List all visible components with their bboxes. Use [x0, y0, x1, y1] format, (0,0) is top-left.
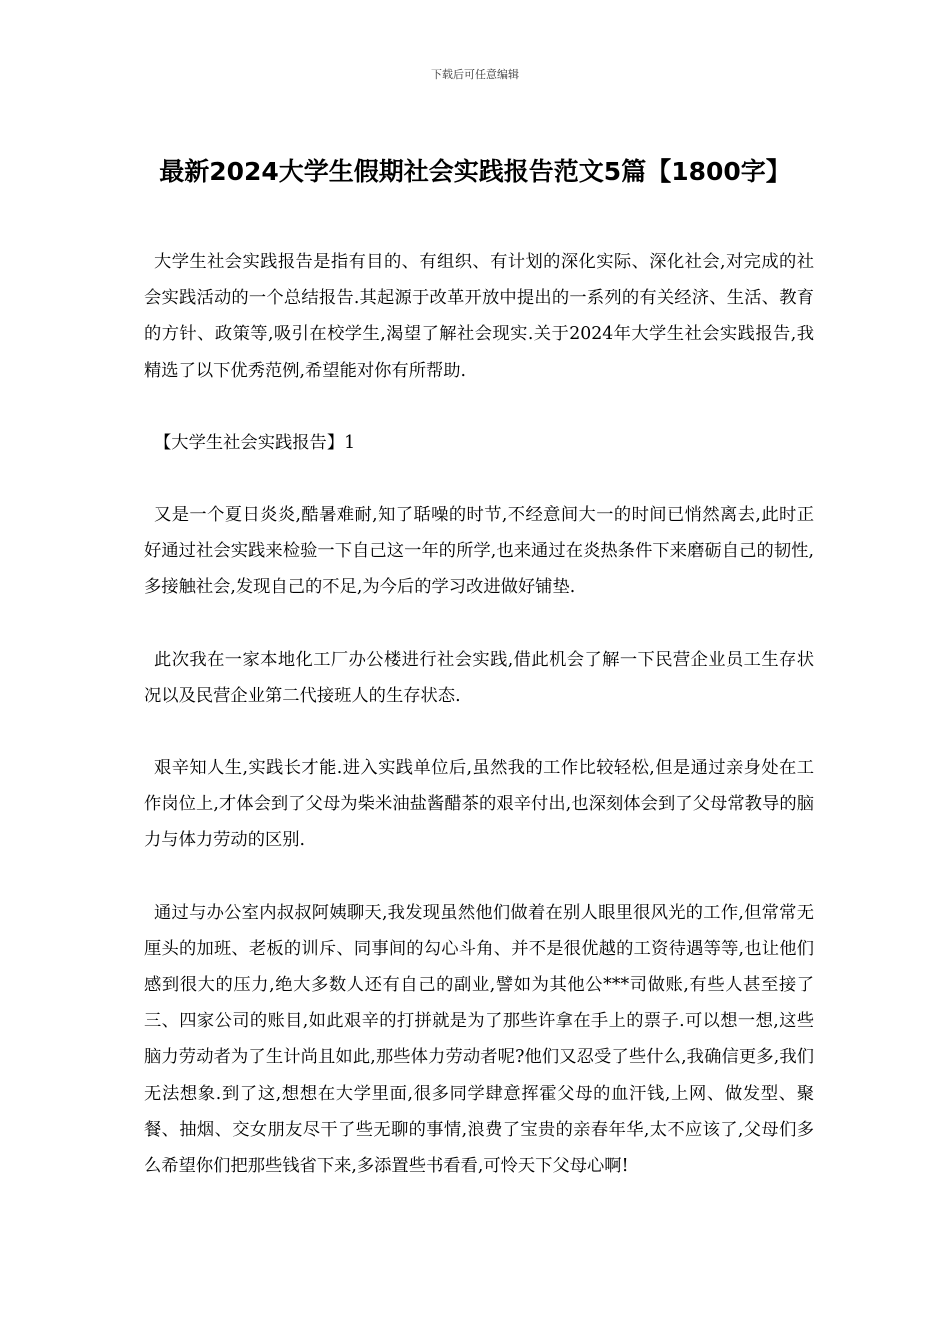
document-body	[144, 244, 814, 1220]
body-paragraph: 艰辛知人生,实践长才能.进入实践单位后,虽然我的工作比较轻松,但是通过亲身处在工作岗位上,才体会到了父母为柴米油盐酱醋茶的艰辛付出,也深刻体会到了父母常教导的脑力与体力劳动的区别.	[144, 758, 814, 851]
header-note: 下载后可任意编辑	[431, 68, 519, 81]
intro-paragraph: 大学生社会实践报告是指有目的、有组织、有计划的深化实际、深化社会,对完成的社会实践活动的一个总结报告.其起源于改革开放中提出的一系列的有关经济、生活、教育的方针、政策等,吸引在校学生,渴望了解社会现实.关于2024年大学生社会实践报告,我精选了以下优秀范例,希望能对你有所帮助.	[144, 252, 814, 381]
body-paragraph: 此次我在一家本地化工厂办公楼进行社会实践,借此机会了解一下民营企业员工生存状况以及民营企业第二代接班人的生存状态.	[144, 649, 814, 706]
body-paragraph: 通过与办公室内叔叔阿姨聊天,我发现虽然他们做着在别人眼里很风光的工作,但常常无厘头的加班、老板的训斥、同事间的勾心斗角、并不是很优越的工资待遇等等,也让他们感到很大的压力,绝大多数人还有自己的副业,譬如为其他公***司做账,有些人甚至接了三、四家公司的账目,如此艰辛的打拼就是为了那些许拿在手上的票子.可以想一想,这些脑力劳动者为了生计尚且如此,那些体力劳动者呢?他们又忍受了些什么,我确信更多,我们无法想象.到了这,想想在大学里面,很多同学肆意挥霍父母的血汗钱,上网、做发型、聚餐、抽烟、交女朋友尽干了些无聊的事情,浪费了宝贵的亲春年华,太不应该了,父母们多么希望你们把那些钱省下来,多添置些书看看,可怜天下父母心啊!	[144, 902, 814, 1177]
body-paragraph: 又是一个夏日炎炎,酷暑难耐,知了聒噪的时节,不经意间大一的时间已悄然离去,此时正好通过社会实践来检验一下自己这一年的所学,也来通过在炎热条件下来磨砺自己的韧性,多接触社会,发现自己的不足,为今后的学习改进做好铺垫.	[144, 505, 814, 598]
document-title: 最新2024大学生假期社会实践报告范文5篇【1800字】	[159, 157, 791, 186]
section-heading: 【大学生社会实践报告】1	[154, 432, 356, 453]
